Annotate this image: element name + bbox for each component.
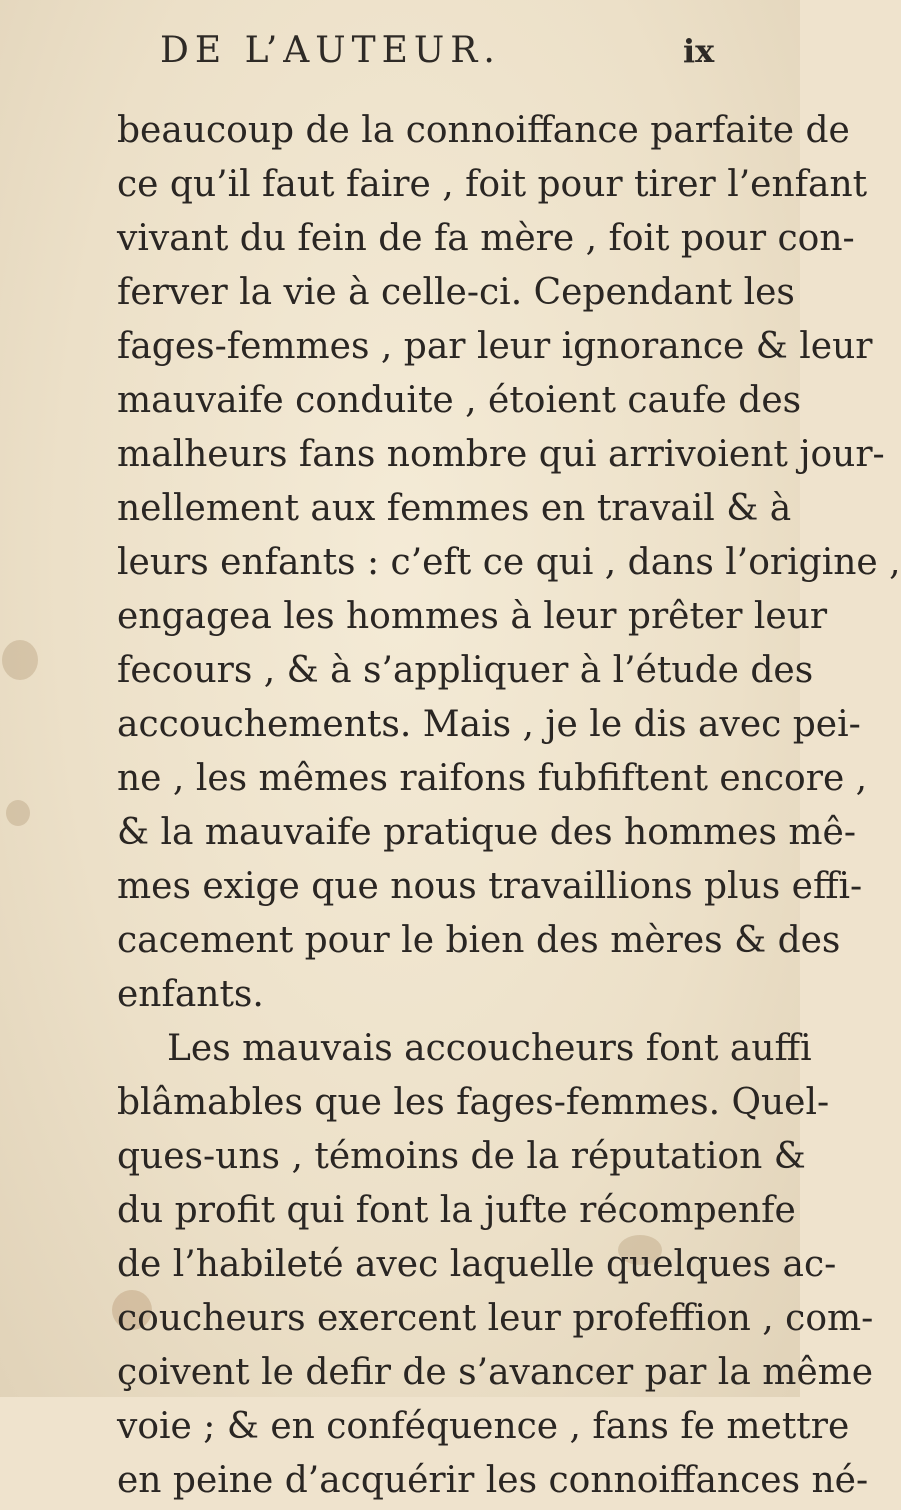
running-title: DE L’AUTEUR. — [160, 30, 501, 71]
text-line: de l’habileté avec laquelle quelques ac- — [117, 1244, 837, 1285]
text-line: voie ; & en conféquence , fans fe mettre — [117, 1406, 850, 1447]
text-line: beaucoup de la connoiffance parfaite de — [117, 110, 850, 151]
text-line: mes exige que nous travaillions plus effi- — [117, 866, 863, 907]
text-line: cacement pour le bien des mères & des — [117, 920, 841, 961]
text-line: ques-uns , témoins de la réputation & — [117, 1136, 806, 1177]
text-line: mauvaife conduite , étoient caufe des — [117, 380, 802, 421]
text-line: fecours , & à s’appliquer à l’étude des — [117, 650, 814, 691]
text-line: coucheurs exercent leur profeffion , com- — [117, 1298, 874, 1339]
text-line: en peine d’acquérir les connoiffances né- — [117, 1460, 869, 1501]
text-line: fages-femmes , par leur ignorance & leur — [117, 326, 873, 367]
text-line: ne , les mêmes raifons fubfiftent encore , — [117, 758, 868, 799]
text-line: du profit qui font la jufte récompenfe — [117, 1190, 796, 1231]
text-line: Les mauvais accoucheurs font auffi — [167, 1028, 812, 1069]
text-line: enfants. — [117, 974, 264, 1015]
page-number: ix — [683, 32, 715, 70]
paper-stain — [2, 640, 38, 680]
text-line: accouchements. Mais , je le dis avec pei- — [117, 704, 861, 745]
text-line: ferver la vie à celle-ci. Cependant les — [117, 272, 795, 313]
page-header — [0, 30, 800, 80]
text-line: leurs enfants : c’eft ce qui , dans l’origine , — [117, 542, 901, 583]
text-line: vivant du fein de fa mère , foit pour con- — [117, 218, 855, 259]
text-line: çoivent le defir de s’avancer par la même — [117, 1352, 874, 1393]
text-line: & la mauvaife pratique des hommes mê- — [117, 812, 856, 853]
text-line: malheurs fans nombre qui arrivoient jour- — [117, 434, 885, 475]
text-line: nellement aux femmes en travail & à — [117, 488, 792, 529]
text-line: engagea les hommes à leur prêter leur — [117, 596, 828, 637]
paper-stain — [6, 800, 30, 826]
text-line: blâmables que les fages-femmes. Quel- — [117, 1082, 830, 1123]
text-line: ce qu’il faut faire , foit pour tirer l’enfant — [117, 164, 868, 205]
